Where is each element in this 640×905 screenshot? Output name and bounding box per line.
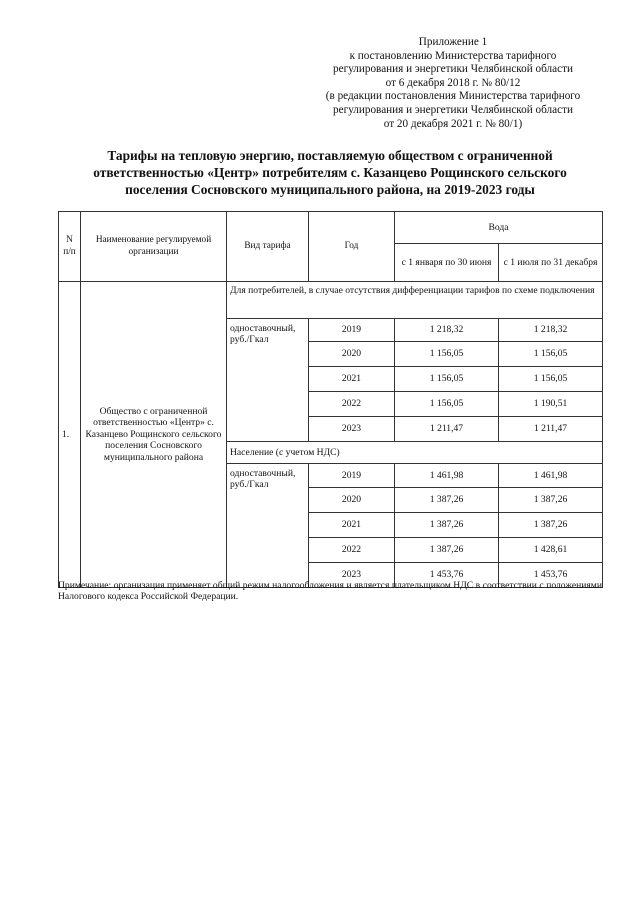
header-period-jul-dec: с 1 июля по 31 декабря: [499, 244, 603, 282]
value-cell: 1 387,26: [499, 488, 603, 513]
value-cell: 1 387,26: [395, 513, 499, 538]
value-cell: 1 387,26: [499, 513, 603, 538]
row-number: 1.: [59, 282, 81, 588]
appendix-line: от 20 декабря 2021 г. № 80/1): [383, 117, 523, 130]
group-label: Для потребителей, в случае отсутствия дифференциации тарифов по схеме подключения: [227, 282, 603, 319]
year-cell: 2023: [309, 563, 395, 588]
value-cell: 1 156,05: [499, 367, 603, 392]
value-cell: 1 156,05: [395, 342, 499, 367]
title-line: ответственностью «Центр» потребителям с. Казанцево Рощинского сельского: [93, 165, 567, 180]
appendix-line: (в редакции постановления Министерства тарифного: [325, 90, 581, 103]
footnote: Примечание: организация применяет общий режим налогообложения и является плательщиком НДС в соответствии с положениями Налогового кодекса Российской Федерации.: [58, 580, 602, 603]
value-cell: 1 218,32: [499, 319, 603, 342]
table-header-row: [59, 212, 603, 244]
value-cell: 1 218,32: [395, 319, 499, 342]
appendix-block: [300, 36, 606, 131]
year-cell: 2019: [309, 319, 395, 342]
document-title: [60, 147, 600, 198]
organization-name: Общество с ограниченной ответственностью «Центр» с. Казанцево Рощинского сельского поселения Сосновского муниципального района: [81, 282, 227, 588]
title-line: поселения Сосновского муниципального района, на 2019-2023 годы: [125, 182, 535, 197]
year-cell: 2023: [309, 417, 395, 442]
value-cell: 1 156,05: [395, 392, 499, 417]
value-cell: 1 190,51: [499, 392, 603, 417]
year-cell: 2022: [309, 392, 395, 417]
value-cell: 1 156,05: [395, 367, 499, 392]
group-label: Население (с учетом НДС): [227, 442, 603, 464]
title-line: Тарифы на тепловую энергию, поставляемую обществом с ограниченной: [107, 148, 553, 163]
value-cell: 1 453,76: [395, 563, 499, 588]
tariff-table: [58, 211, 603, 588]
header-num: N п/п: [59, 212, 81, 282]
year-cell: 2020: [309, 488, 395, 513]
value-cell: 1 211,47: [499, 417, 603, 442]
value-cell: 1 461,98: [499, 464, 603, 488]
table-row: [59, 282, 603, 319]
appendix-line: регулирования и энергетики Челябинской области: [333, 63, 573, 76]
value-cell: 1 156,05: [499, 342, 603, 367]
year-cell: 2021: [309, 513, 395, 538]
header-year: Год: [309, 212, 395, 282]
header-water: Вода: [395, 212, 603, 244]
header-tariff-type: Вид тарифа: [227, 212, 309, 282]
tariff-type: одноставочный, руб./Гкал: [227, 319, 309, 442]
year-cell: 2019: [309, 464, 395, 488]
value-cell: 1 387,26: [395, 488, 499, 513]
appendix-line: от 6 декабря 2018 г. № 80/12: [385, 76, 521, 89]
year-cell: 2022: [309, 538, 395, 563]
appendix-line: регулирования и энергетики Челябинской области: [333, 103, 573, 116]
value-cell: 1 428,61: [499, 538, 603, 563]
value-cell: 1 211,47: [395, 417, 499, 442]
appendix-line: Приложение 1: [418, 36, 488, 48]
value-cell: 1 453,76: [499, 563, 603, 588]
year-cell: 2021: [309, 367, 395, 392]
tariff-type: одноставочный, руб./Гкал: [227, 464, 309, 588]
header-organization: Наименование регулируемой организации: [81, 212, 227, 282]
year-cell: 2020: [309, 342, 395, 367]
header-period-jan-jun: с 1 января по 30 июня: [395, 244, 499, 282]
appendix-line: к постановлению Министерства тарифного: [349, 49, 557, 62]
value-cell: 1 461,98: [395, 464, 499, 488]
value-cell: 1 387,26: [395, 538, 499, 563]
